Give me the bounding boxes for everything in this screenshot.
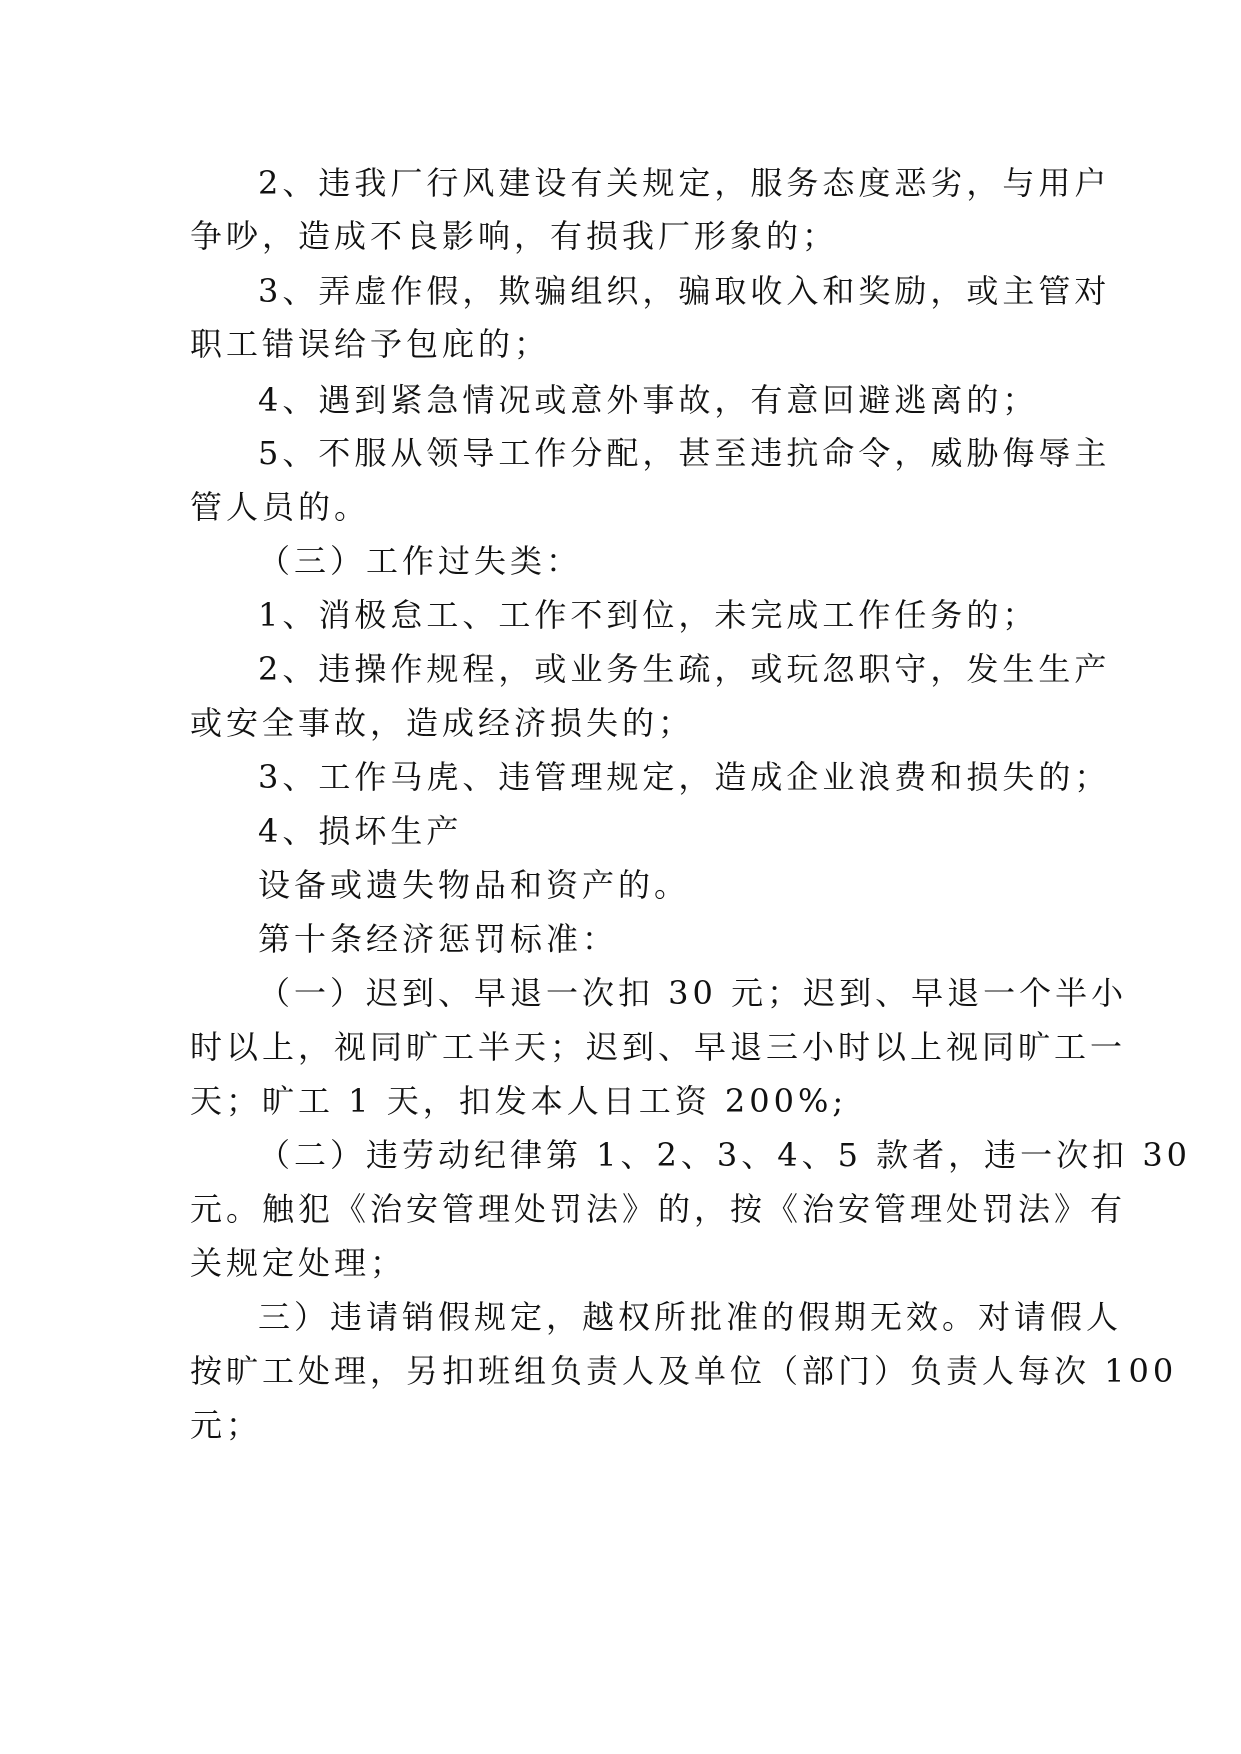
paragraph-line: 关规定处理； bbox=[190, 1244, 407, 1282]
paragraph-line: （二）违劳动纪律第 1、2、3、4、5 款者，违一次扣 30 bbox=[258, 1136, 1192, 1174]
paragraph-line: 管人员的。 bbox=[190, 488, 371, 526]
paragraph-line: 设备或遗失物品和资产的。 bbox=[258, 866, 691, 904]
paragraph-line: （一）迟到、早退一次扣 30 元；迟到、早退一个半小 bbox=[258, 974, 1128, 1012]
paragraph-line: 3、弄虚作假，欺骗组织，骗取收入和奖励，或主管对 bbox=[258, 272, 1111, 310]
paragraph-line: 4、损坏生产 bbox=[258, 812, 463, 850]
paragraph-line: 三）违请销假规定，越权所批准的假期无效。对请假人 bbox=[258, 1298, 1123, 1336]
paragraph-line: 2、违操作规程，或业务生疏，或玩忽职守，发生生产 bbox=[258, 650, 1111, 688]
paragraph-line: 元； bbox=[190, 1406, 263, 1444]
section-heading: （三）工作过失类： bbox=[258, 542, 583, 580]
paragraph-line: 4、遇到紧急情况或意外事故，有意回避逃离的； bbox=[258, 381, 1039, 419]
paragraph-line: 3、工作马虎、违管理规定，造成企业浪费和损失的； bbox=[258, 758, 1111, 796]
paragraph-line: 或安全事故，造成经济损失的； bbox=[190, 704, 695, 742]
paragraph-line: 5、不服从领导工作分配，甚至违抗命令，威胁侮辱主 bbox=[258, 434, 1111, 472]
paragraph-line: 1、消极怠工、工作不到位，未完成工作任务的； bbox=[258, 596, 1039, 634]
paragraph-line: 按旷工处理，另扣班组负责人及单位（部门）负责人每次 100 bbox=[190, 1352, 1178, 1390]
article-heading: 第十条经济惩罚标准： bbox=[258, 920, 619, 958]
paragraph-line: 天；旷工 1 天，扣发本人日工资 200%; bbox=[190, 1082, 848, 1120]
paragraph-line: 元。触犯《治安管理处罚法》的，按《治安管理处罚法》有 bbox=[190, 1190, 1127, 1228]
paragraph-line: 争吵，造成不良影响，有损我厂形象的； bbox=[190, 217, 839, 255]
paragraph-line: 2、违我厂行风建设有关规定，服务态度恶劣，与用户 bbox=[258, 164, 1111, 202]
paragraph-line: 职工错误给予包庇的； bbox=[190, 325, 551, 363]
paragraph-line: 时以上，视同旷工半天；迟到、早退三小时以上视同旷工一 bbox=[190, 1028, 1127, 1066]
